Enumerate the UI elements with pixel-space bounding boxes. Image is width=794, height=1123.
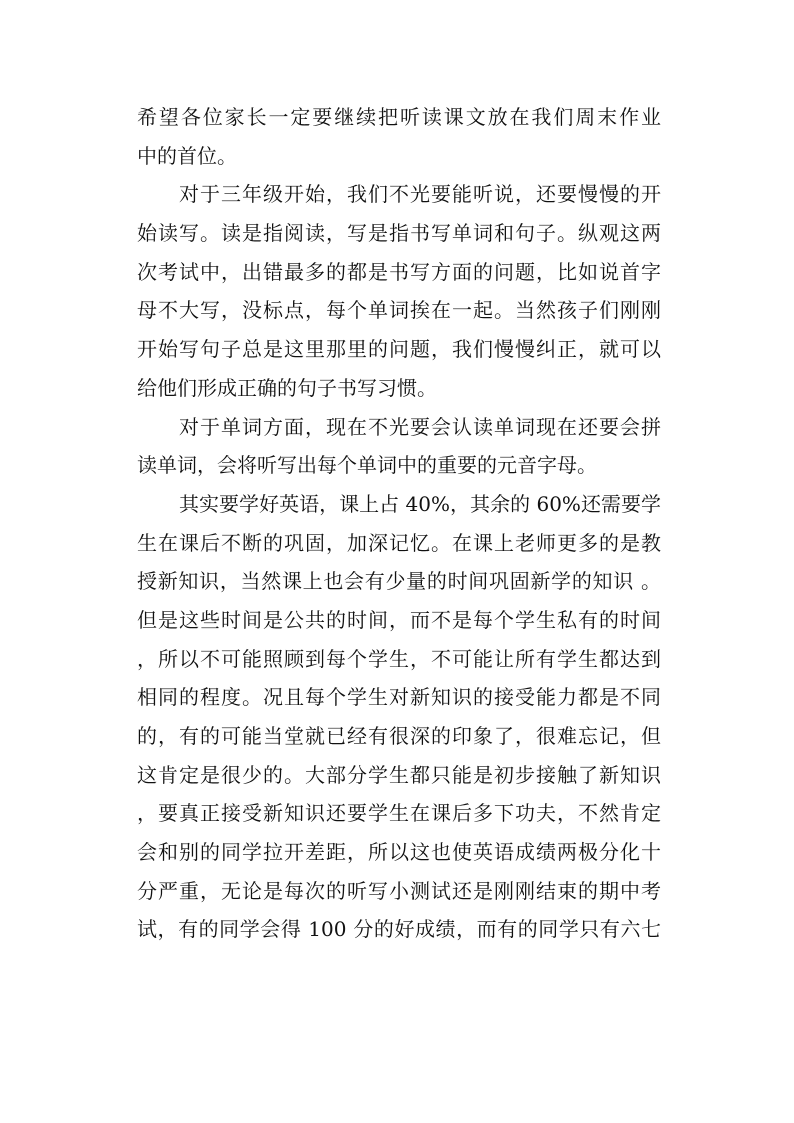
text-line: 生在课后不断的巩固，加深记忆。在课上老师更多的是教 [137,530,661,555]
text-line: 的，有的可能当堂就已经有很深的印象了，很难忘记，但 [137,724,661,748]
paragraph-start-line: 对于单词方面，现在不光要会认读单词现在还要会拼 [179,414,661,439]
text-line: 相同的程度。况且每个学生对新知识的接受能力都是不同 [137,685,661,710]
text-line: 开始写句子总是这里那里的问题，我们慢慢纠正，就可以 [137,337,661,362]
text-line: 分严重，无论是每次的听写小测试还是刚刚结束的期中考 [137,878,661,903]
document-body [137,98,661,949]
text-line: 中的首位。 [137,143,237,168]
text-line: 会和别的同学拉开差距，所以这也使英语成绩两极分化十 [137,840,661,865]
text-line: 母不大写，没标点，每个单词挨在一起。当然孩子们刚刚 [137,298,661,323]
text-line: 希望各位家长一定要继续把听读课文放在我们周末作业 [137,105,661,129]
text-line: ，要真正接受新知识还要学生在课后多下功夫，不然肯定 [137,801,661,826]
text-line: 给他们形成正确的句子书写习惯。 [137,375,437,400]
text-line: 试，有的同学会得 100 分的好成绩，而有的同学只有六七 [137,917,661,942]
text-line: 次考试中，出错最多的都是书写方面的问题，比如说首字 [137,259,661,284]
text-line: 授新知识，当然课上也会有少量的时间巩固新学的知识 。 [137,569,661,594]
text-line: ，所以不可能照顾到每个学生，不可能让所有学生都达到 [137,646,661,671]
text-line: 但是这些时间是公共的时间，而不是每个学生私有的时间 [137,607,661,632]
paragraph-start-line: 其实要学好英语，课上占 40%，其余的 60%还需要学 [179,491,661,516]
text-line: 这肯定是很少的。大部分学生都只能是初步接触了新知识 [137,762,661,787]
text-line: 始读写。读是指阅读，写是指书写单词和句子。纵观这两 [137,221,661,246]
paragraph-start-line: 对于三年级开始，我们不光要能听说，还要慢慢的开 [179,182,661,207]
text-line: 读单词，会将听写出每个单词中的重要的元音字母。 [137,453,597,478]
